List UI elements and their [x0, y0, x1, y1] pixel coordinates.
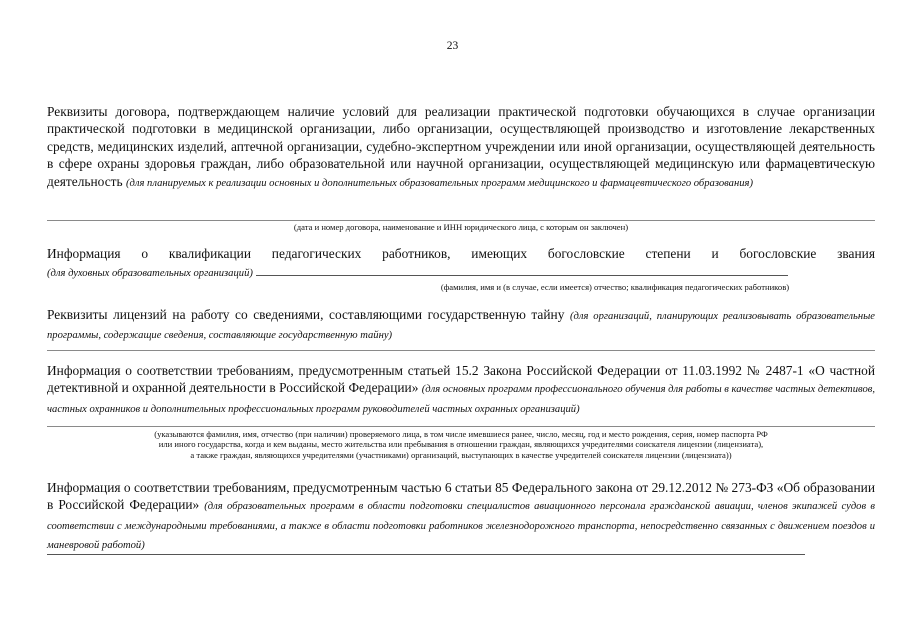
contract-requisites-line[interactable]: [47, 220, 875, 221]
detective-law-caption-line: или иного государства, когда и кем выданы, место жительства или пребывания в отношении граждан, являющихся учредителями соискателя лицензии (лицензиата),: [158, 439, 764, 450]
detective-law-paragraph: [47, 362, 875, 418]
detective-law-text: Информация о соответствии требованиям, предусмотренным статьей 15.2 Закона Российской Федерации от 11.03.1992 № 2487-1 «О частной детективной и охранной деятельности в Российской Федерации»: [47, 363, 875, 396]
theology-staff-caption: (фамилия, имя и (в случае, если имеется) отчество; квалификация педагогических работников): [440, 282, 790, 292]
contract-requisites-note: (для планируемых к реализации основных и дополнительных образовательных программ медицинского и фармацевтического образования): [125, 177, 753, 189]
contract-requisites-paragraph: [47, 103, 875, 192]
detective-law-caption: [47, 429, 875, 460]
education-law-note: (для образовательных программ в области подготовки специалистов авиационного персонала гражданской авиации, членов экипажей судов в соответствии с международными требованиями, а также в области подготовки работников железнодорожного транспорта, непосредственно связанных с движением поездов и маневровой работой): [47, 501, 875, 552]
detective-law-note: (для основных программ профессионального обучения для работы в качестве частных детективов, частных охранников и дополнительных профессиональных программ руководителей частных охранных организаций): [47, 384, 876, 415]
state-secret-license-paragraph: [47, 306, 875, 345]
state-secret-license-note: (для организаций, планирующих реализовывать образовательные программы, содержащие сведения, составляющие государственную тайну): [47, 311, 875, 342]
contract-requisites-text: Реквизиты договора, подтверждающем наличие условий для реализации практической подготовки обучающихся в случае организации практической подготовки в медицинской организации, либо организации, осуществляющей производство и изготовление лекарственных средств, медицинских изделий, аптечной организации, судебно-экспертном учреждении или иной организации, осуществляющей деятельность в сфере охраны здоровья граждан, либо образовательной или научной организации, осуществляющей медицинскую или фармацевтическую деятельность: [47, 104, 875, 189]
state-secret-license-text: Реквизиты лицензий на работу со сведениями, составляющими государственную тайну: [47, 307, 565, 322]
detective-law-caption-line: а также граждан, являющихся учредителями (участниками) организаций, выступающих в качестве учредителей соискателя лицензии (лицензиата)): [190, 449, 732, 460]
contract-requisites-caption: (дата и номер договора, наименование и ИНН юридического лица, с которым он заключен): [293, 222, 629, 232]
theology-staff-line[interactable]: [256, 266, 788, 276]
theology-staff-note: (для духовных образовательных организаций): [47, 268, 253, 279]
education-law-paragraph: [47, 479, 875, 555]
state-secret-license-line[interactable]: [47, 350, 875, 351]
theology-staff-heading: Информация о квалификации педагогических работников, имеющих богословские степени и богословские звания: [47, 246, 875, 261]
education-law-text: Информация о соответствии требованиям, предусмотренным частью 6 статьи 85 Федерального закона от 29.12.2012 № 273-ФЗ «Об образовании в Российской Федерации»: [47, 480, 875, 513]
education-law-line[interactable]: [47, 554, 805, 555]
page-number: 23: [446, 40, 459, 52]
theology-staff-row: [47, 263, 875, 282]
detective-law-caption-line: (указываются фамилия, имя, отчество (при наличии) проверяемого лица, в том числе имевшиеся ранее, число, месяц, год и место рождения, серия, номер паспорта РФ: [154, 429, 768, 439]
detective-law-line[interactable]: [47, 426, 875, 427]
